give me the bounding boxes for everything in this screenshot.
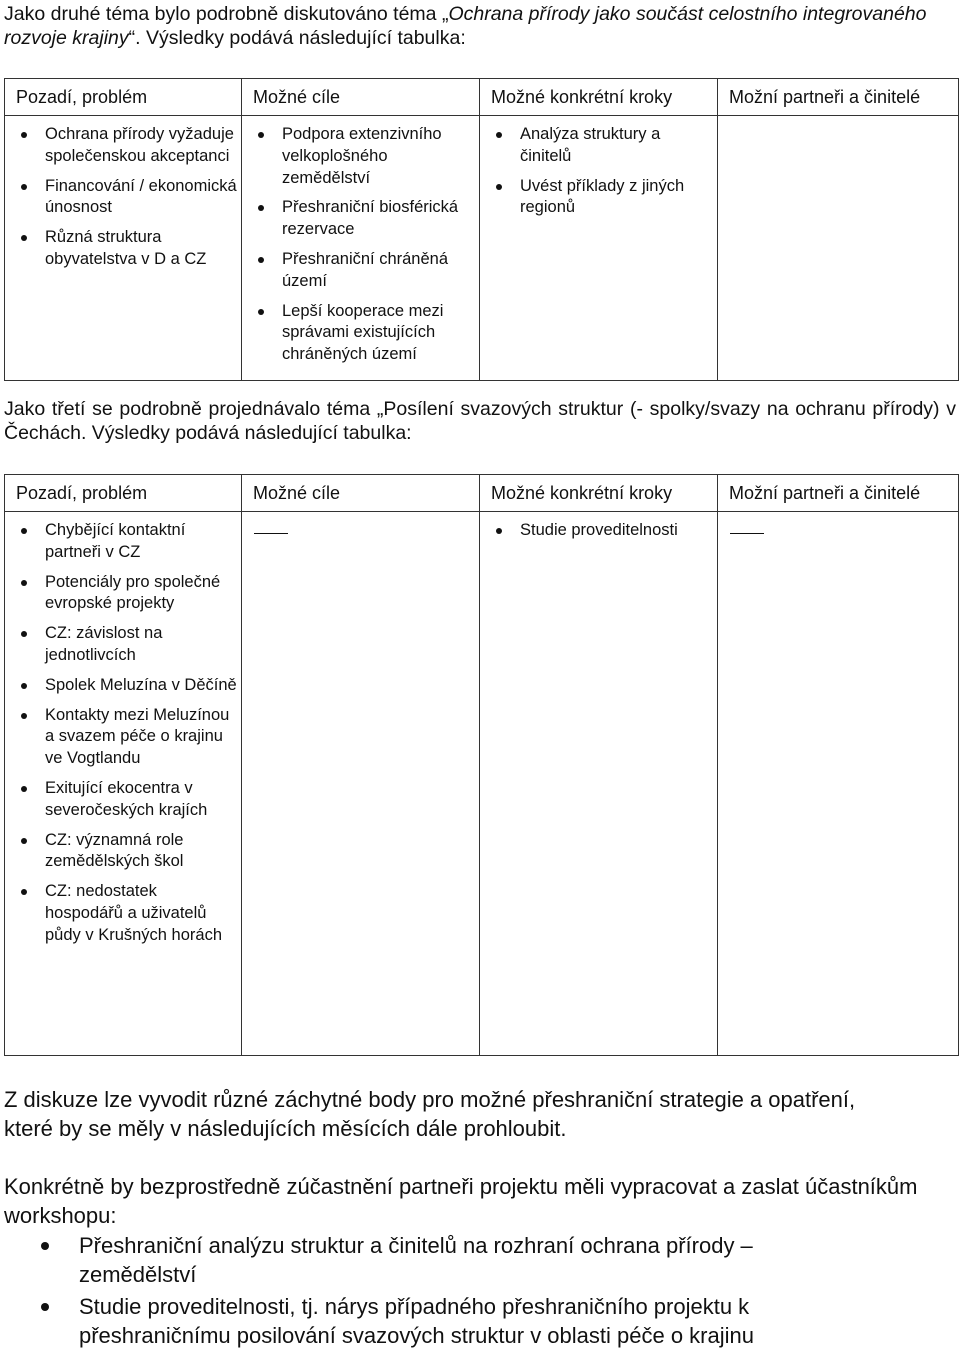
header-partners: Možní partneři a činitelé: [718, 79, 959, 116]
header-background: Pozadí, problém: [5, 79, 242, 116]
list-item: Exitující ekocentra v severočeských krajích: [7, 778, 237, 822]
cell-steps: [480, 116, 718, 381]
cell-steps: [480, 512, 718, 1056]
empty-dash: [730, 533, 764, 534]
cell-goals: [242, 512, 480, 1056]
header-background: Pozadí, problém: [5, 475, 242, 512]
list-item: Přeshraniční analýzu struktur a činitelů na rozhraní ochrana přírody – zemědělství: [4, 1231, 874, 1289]
list-item: Ochrana přírody vyžaduje společenskou akceptanci: [7, 124, 237, 168]
list-item: Přeshraniční chráněná území: [244, 249, 475, 293]
table-header-row: [5, 79, 959, 116]
bullet-list: [244, 124, 475, 366]
table-topic-2: [4, 78, 959, 381]
list-item: Studie proveditelnosti, tj. nárys případného přeshraničního projektu k přeshraničnímu posilování svazových struktur v oblasti péče o krajinu: [4, 1292, 874, 1350]
list-item: Uvést příklady z jiných regionů: [482, 176, 713, 220]
list-item: Různá struktura obyvatelstva v D a CZ: [7, 227, 237, 271]
list-item: Spolek Meluzína v Děčíně: [7, 675, 237, 697]
conclusion-paragraph: Z diskuze lze vyvodit různé záchytné body pro možné přeshraniční strategie a opatření, které by se měly v následujících měsících dále prohloubit.: [4, 1087, 856, 1141]
list-item: CZ: nedostatek hospodářů a uživatelů půdy v Krušných horách: [7, 881, 237, 946]
list-item: Studie proveditelnosti: [482, 520, 713, 542]
table-row: [5, 512, 959, 1056]
header-goals: Možné cíle: [242, 79, 480, 116]
list-item: CZ: významná role zemědělských škol: [7, 830, 237, 874]
cell-background: [5, 116, 242, 381]
bullet-list: [7, 124, 237, 271]
list-item: CZ: závislost na jednotlivcích: [7, 623, 237, 667]
cell-goals: [242, 116, 480, 381]
empty-dash: [254, 533, 288, 534]
intro-1-topic: Ochrana přírody jako součást celostního integrovaného rozvoje krajiny: [4, 3, 927, 49]
list-item: Přeshraniční biosférická rezervace: [244, 197, 475, 241]
intro-paragraph-2: Jako třetí se podrobně projednávalo téma „Posílení svazových struktur (- spolky/svazy na ochranu přírody) v Čechách. Výsledky podává následující tabulka:: [4, 398, 956, 444]
list-item: Analýza struktury a činitelů: [482, 124, 713, 168]
list-item: Chybějící kontaktní partneři v CZ: [7, 520, 237, 564]
list-item: Potenciály pro společné evropské projekty: [7, 572, 237, 616]
cell-background: [5, 512, 242, 1056]
intro-1-text-end: “. Výsledky podává následující tabulka:: [128, 27, 466, 49]
cell-partners: [718, 116, 959, 381]
cell-partners: [718, 512, 959, 1056]
bullet-list: [7, 520, 237, 947]
actions-list: [4, 1231, 874, 1353]
header-goals: Možné cíle: [242, 475, 480, 512]
intro-1-text: Jako druhé téma bylo podrobně diskutováno téma „: [4, 3, 449, 25]
table-header-row: [5, 475, 959, 512]
intro-paragraph-1: [4, 2, 960, 50]
header-steps: Možné konkrétní kroky: [480, 475, 718, 512]
header-partners: Možní partneři a činitelé: [718, 475, 959, 512]
table-row: [5, 116, 959, 381]
header-steps: Možné konkrétní kroky: [480, 79, 718, 116]
list-item: Podpora extenzivního velkoplošného zemědělství: [244, 124, 475, 189]
list-item: Financování / ekonomická únosnost: [7, 176, 237, 220]
bullet-list: [482, 520, 713, 542]
list-item: Kontakty mezi Meluzínou a svazem péče o krajinu ve Vogtlandu: [7, 705, 237, 770]
actions-paragraph: Konkrétně by bezprostředně zúčastnění partneři projektu měli vypracovat a zaslat účastníkům workshopu:: [4, 1174, 918, 1228]
bullet-list: [482, 124, 713, 219]
list-item: Lepší kooperace mezi správami existujících chráněných území: [244, 301, 475, 366]
table-topic-3: [4, 474, 959, 1056]
